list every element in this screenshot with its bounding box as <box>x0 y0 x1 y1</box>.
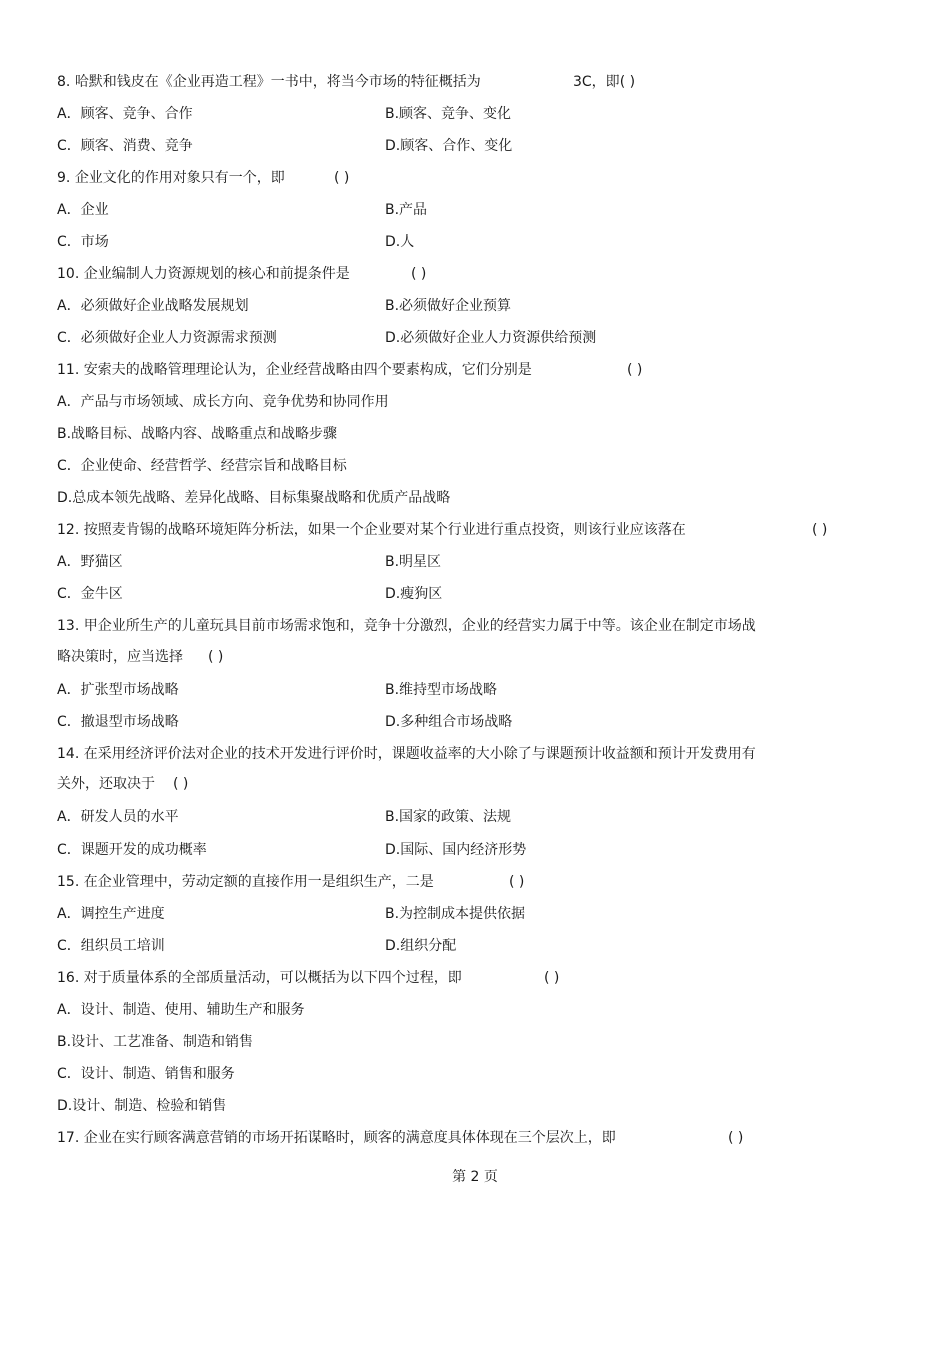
answer-blank: ( ) <box>509 874 525 890</box>
option-b: B.战略目标、战略内容、战略重点和战略步骤 <box>57 426 338 442</box>
option-a: A．研发人员的水平 <box>57 809 179 825</box>
option-c: C．市场 <box>57 234 109 250</box>
option-d: D.设计、制造、检验和销售 <box>57 1098 227 1114</box>
option-b: B.维持型市场战略 <box>385 682 498 698</box>
answer-blank: ( ) <box>728 1130 744 1146</box>
option-b: B.为控制成本提供依据 <box>385 906 526 922</box>
option-a: A．顾客、竞争、合作 <box>57 106 193 122</box>
question-12 <box>57 521 686 539</box>
option-c: C．必须做好企业人力资源需求预测 <box>57 330 277 346</box>
option-d: D.瘦狗区 <box>385 586 443 602</box>
answer-blank: ( ) <box>334 170 350 186</box>
question-8 <box>57 73 481 91</box>
option-d: D.总成本领先战略、差异化战略、目标集聚战略和优质产品战略 <box>57 490 451 506</box>
question-text: 在采用经济评价法对企业的技术开发进行评价时，课题收益率的大小除了与课题预计收益额和预计开发费用有 <box>83 746 756 762</box>
answer-blank: ( ) <box>812 522 828 538</box>
option-a: A．调控生产进度 <box>57 906 165 922</box>
answer-blank: ( ) <box>411 266 427 282</box>
question-14-line2: 关外，还取决于 <box>57 776 155 792</box>
question-text: 在企业管理中，劳动定额的直接作用一是组织生产，二是 <box>83 874 434 890</box>
question-number: 11. <box>57 362 80 378</box>
question-text-tail: 3C，即 <box>573 74 620 90</box>
question-16 <box>57 969 462 987</box>
question-text: 企业文化的作用对象只有一个，即 <box>74 170 285 186</box>
question-14 <box>57 745 756 763</box>
option-d: D.多种组合市场战略 <box>385 714 513 730</box>
option-d: D.组织分配 <box>385 938 457 954</box>
question-text: 企业在实行顾客满意营销的市场开拓谋略时，顾客的满意度具体体现在三个层次上，即 <box>83 1130 616 1146</box>
option-c: C．企业使命、经营哲学、经营宗旨和战略目标 <box>57 458 347 474</box>
question-number: 9. <box>57 170 71 186</box>
option-a: A．扩张型市场战略 <box>57 682 179 698</box>
option-b: B.设计、工艺准备、制造和销售 <box>57 1034 254 1050</box>
option-b: B.产品 <box>385 202 428 218</box>
question-number: 8. <box>57 74 71 90</box>
option-a: A．产品与市场领域、成长方向、竞争优势和协同作用 <box>57 394 389 410</box>
option-a: A．设计、制造、使用、辅助生产和服务 <box>57 1002 305 1018</box>
question-text: 对于质量体系的全部质量活动，可以概括为以下四个过程，即 <box>83 970 462 986</box>
question-11 <box>57 361 532 379</box>
question-10 <box>57 265 350 283</box>
option-a: A．必须做好企业战略发展规划 <box>57 298 249 314</box>
page-number: 第 2 页 <box>452 1169 498 1185</box>
answer-blank: ( ) <box>627 362 643 378</box>
option-c: C．课题开发的成功概率 <box>57 842 207 858</box>
option-a: A．野猫区 <box>57 554 123 570</box>
option-d: D.国际、国内经济形势 <box>385 842 527 858</box>
option-b: B.顾客、竞争、变化 <box>385 106 512 122</box>
option-c: C．金牛区 <box>57 586 123 602</box>
option-b: B.国家的政策、法规 <box>385 809 512 825</box>
answer-blank: ( ) <box>208 649 224 665</box>
question-text: 安索夫的战略管理理论认为，企业经营战略由四个要素构成，它们分别是 <box>83 362 532 378</box>
question-13-line2: 略决策时，应当选择 <box>57 649 183 665</box>
question-text: 按照麦肯锡的战略环境矩阵分析法，如果一个企业要对某个行业进行重点投资，则该行业应该落在 <box>83 522 686 538</box>
question-text: 甲企业所生产的儿童玩具目前市场需求饱和，竞争十分激烈，企业的经营实力属于中等。该企业在制定市场战 <box>83 618 756 634</box>
question-number: 12. <box>57 522 80 538</box>
answer-blank: ( ) <box>619 74 636 90</box>
option-c: C．设计、制造、销售和服务 <box>57 1066 235 1082</box>
question-number: 10. <box>57 266 80 282</box>
question-13 <box>57 617 756 635</box>
question-text: 哈默和钱皮在《企业再造工程》一书中，将当今市场的特征概括为 <box>74 74 481 90</box>
option-c: C．顾客、消费、竞争 <box>57 138 193 154</box>
question-text: 企业编制人力资源规划的核心和前提条件是 <box>83 266 350 282</box>
option-c: C．撤退型市场战略 <box>57 714 179 730</box>
option-d: D.顾客、合作、变化 <box>385 138 513 154</box>
option-b: B.必须做好企业预算 <box>385 298 512 314</box>
option-a: A．企业 <box>57 202 109 218</box>
question-number: 15. <box>57 874 80 890</box>
option-d: D.必须做好企业人力资源供给预测 <box>385 330 597 346</box>
question-number: 16. <box>57 970 80 986</box>
question-9 <box>57 169 285 187</box>
answer-blank: ( ) <box>544 970 560 986</box>
answer-blank: ( ) <box>173 776 189 792</box>
option-d: D.人 <box>385 234 415 250</box>
question-number: 13. <box>57 618 80 634</box>
option-b: B.明星区 <box>385 554 442 570</box>
question-17 <box>57 1129 616 1147</box>
option-c: C．组织员工培训 <box>57 938 165 954</box>
question-15 <box>57 873 434 891</box>
question-number: 14. <box>57 746 80 762</box>
question-number: 17. <box>57 1130 80 1146</box>
question-8-answer <box>573 73 635 91</box>
